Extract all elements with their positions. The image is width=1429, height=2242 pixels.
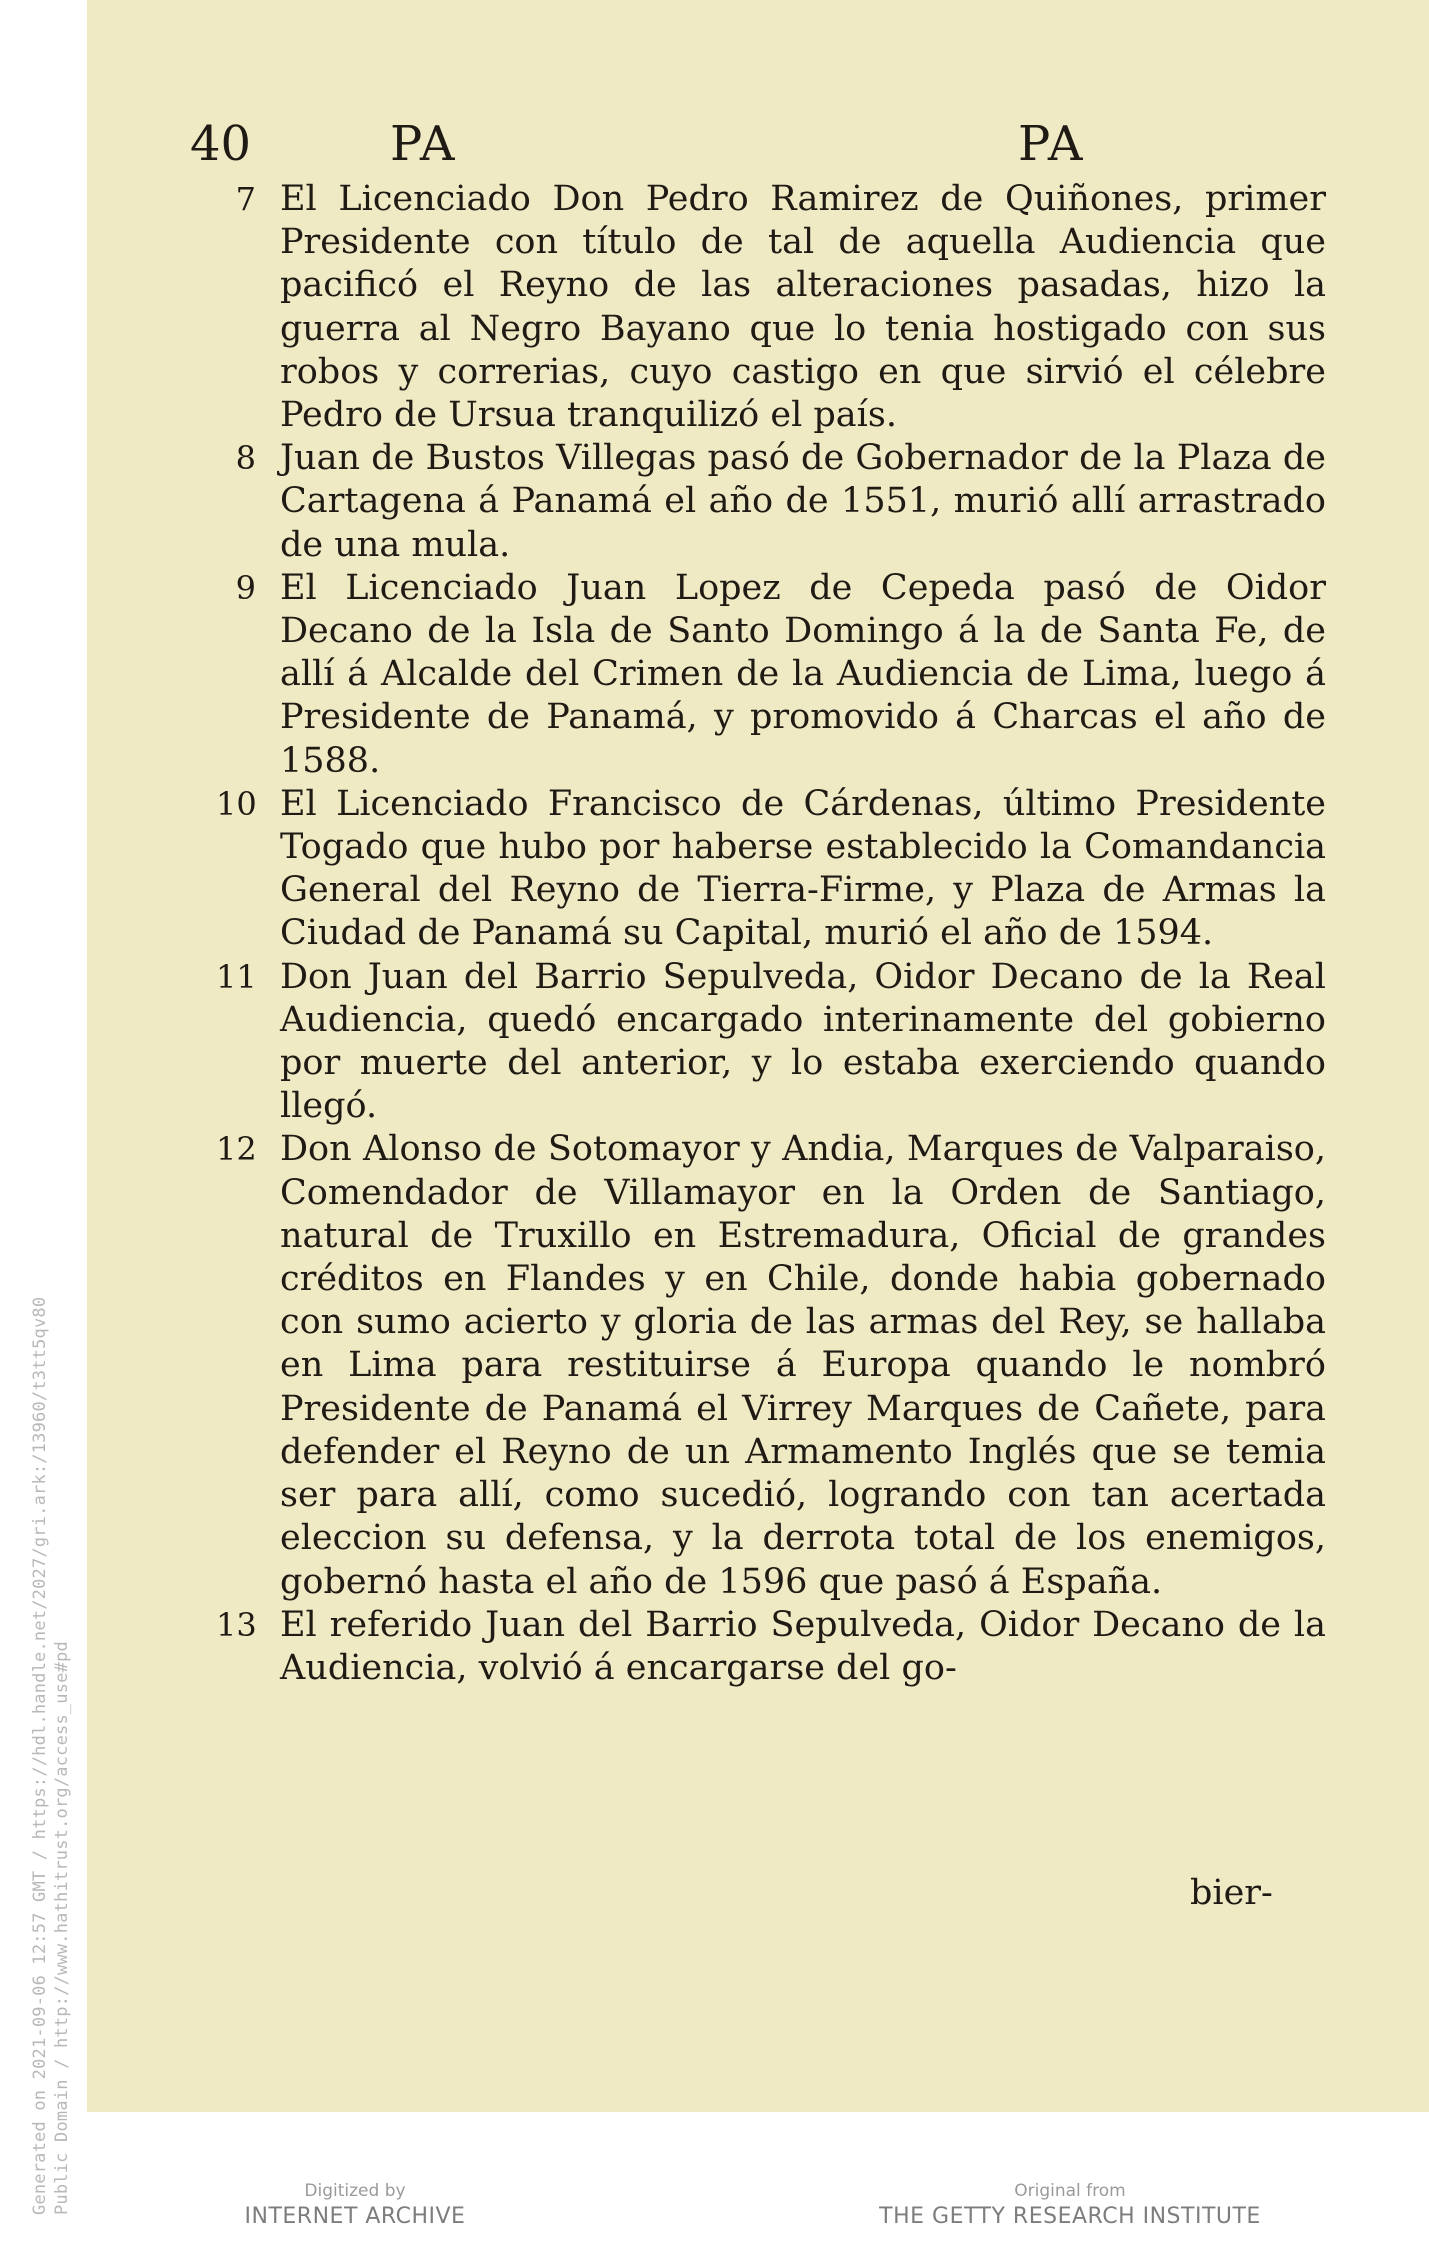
running-header (190, 116, 1100, 176)
digitized-by-label: Digitized by (304, 2181, 406, 2201)
page-number: 40 (190, 116, 252, 172)
entry-text: El referido Juan del Barrio Sepulveda, Oidor Decano de la Audiencia, volvió á encargarse del go- (280, 1604, 1326, 1688)
entry-number: 8 (235, 439, 256, 478)
entry-number: 9 (235, 568, 256, 607)
entry-number: 10 (216, 784, 257, 823)
entry-list (216, 178, 1326, 1690)
entry-text: Juan de Bustos Villegas pasó de Gobernador de la Plaza de Cartagena á Panamá el año de 1551, murió allí arrastrado de una mula. (280, 438, 1326, 565)
entry-number: 11 (216, 957, 257, 996)
header-right-title: PA (1018, 116, 1085, 172)
hathitrust-watermark (0, 0, 72, 2242)
watermark-rights-line: Public Domain / http://www.hathitrust.org/access_use#pd (52, 1641, 72, 2215)
entry-11 (216, 956, 1326, 1129)
entry-text: El Licenciado Don Pedro Ramirez de Quiñones, primer Presidente con título de tal de aquella Audiencia que pacificó el Reyno de las alteraciones pasadas, hizo la guerra al Negro Bayano que lo tenia hostigado con sus robos y correrias, cuyo castigo en que sirvió el célebre Pedro de Ursua tranquilizó el país. (280, 179, 1326, 436)
entry-13 (216, 1604, 1326, 1690)
entry-10 (216, 783, 1326, 956)
entry-8 (235, 437, 1326, 567)
entry-text: Don Alonso de Sotomayor y Andia, Marques de Valparaiso, Comendador de Villamayor en la Orden de Santiago, natural de Truxillo en Estremadura, Oficial de grandes créditos en Flandes y en Chile, donde habia gobernado con sumo acierto y gloria de las armas del Rey, se hallaba en Lima para restituirse á Europa quando le nombró Presidente de Panamá el Virrey Marques de Cañete, para defender el Reyno de un Armamento Inglés que se temia ser para allí, como sucedió, logrando con tan acertada eleccion su defensa, y la derrota total de los enemigos, gobernó hasta el año de 1596 que pasó á España. (280, 1129, 1326, 1602)
entry-number: 7 (235, 180, 256, 218)
footer (0, 2180, 1429, 2242)
entry-7 (235, 178, 1326, 437)
watermark-generated-line: Generated on 2021-09-06 12:57 GMT / https://hdl.handle.net/2027/gri.ark:/13960/t3tt5qv80 (30, 1296, 50, 2215)
entry-9 (235, 567, 1326, 783)
digitizer-credit (240, 2180, 470, 2232)
entry-number: 13 (216, 1605, 257, 1644)
source-credit (870, 2180, 1270, 2232)
entry-text: Don Juan del Barrio Sepulveda, Oidor Decano de la Real Audiencia, quedó encargado interinamente del gobierno por muerte del anterior, y lo estaba exerciendo quando llegó. (280, 956, 1326, 1127)
entry-12 (216, 1128, 1326, 1603)
header-left-title: PA (390, 116, 457, 172)
original-from-label: Original from (1014, 2181, 1126, 2201)
entry-number: 12 (216, 1130, 257, 1169)
getty-label: THE GETTY RESEARCH INSTITUTE (879, 2204, 1261, 2229)
internet-archive-label: INTERNET ARCHIVE (244, 2204, 466, 2229)
entry-text: El Licenciado Francisco de Cárdenas, último Presidente Togado que hubo por haberse establecido la Comandancia General del Reyno de Tierra-Firme, y Plaza de Armas la Ciudad de Panamá su Capital, murió el año de 1594. (280, 783, 1326, 954)
entry-text: El Licenciado Juan Lopez de Cepeda pasó de Oidor Decano de la Isla de Santo Domingo á la de Santa Fe, de allí á Alcalde del Crimen de la Audiencia de Lima, luego á Presidente de Panamá, y promovido á Charcas el año de 1588. (280, 567, 1326, 781)
catchword: bier- (1190, 1873, 1273, 1913)
